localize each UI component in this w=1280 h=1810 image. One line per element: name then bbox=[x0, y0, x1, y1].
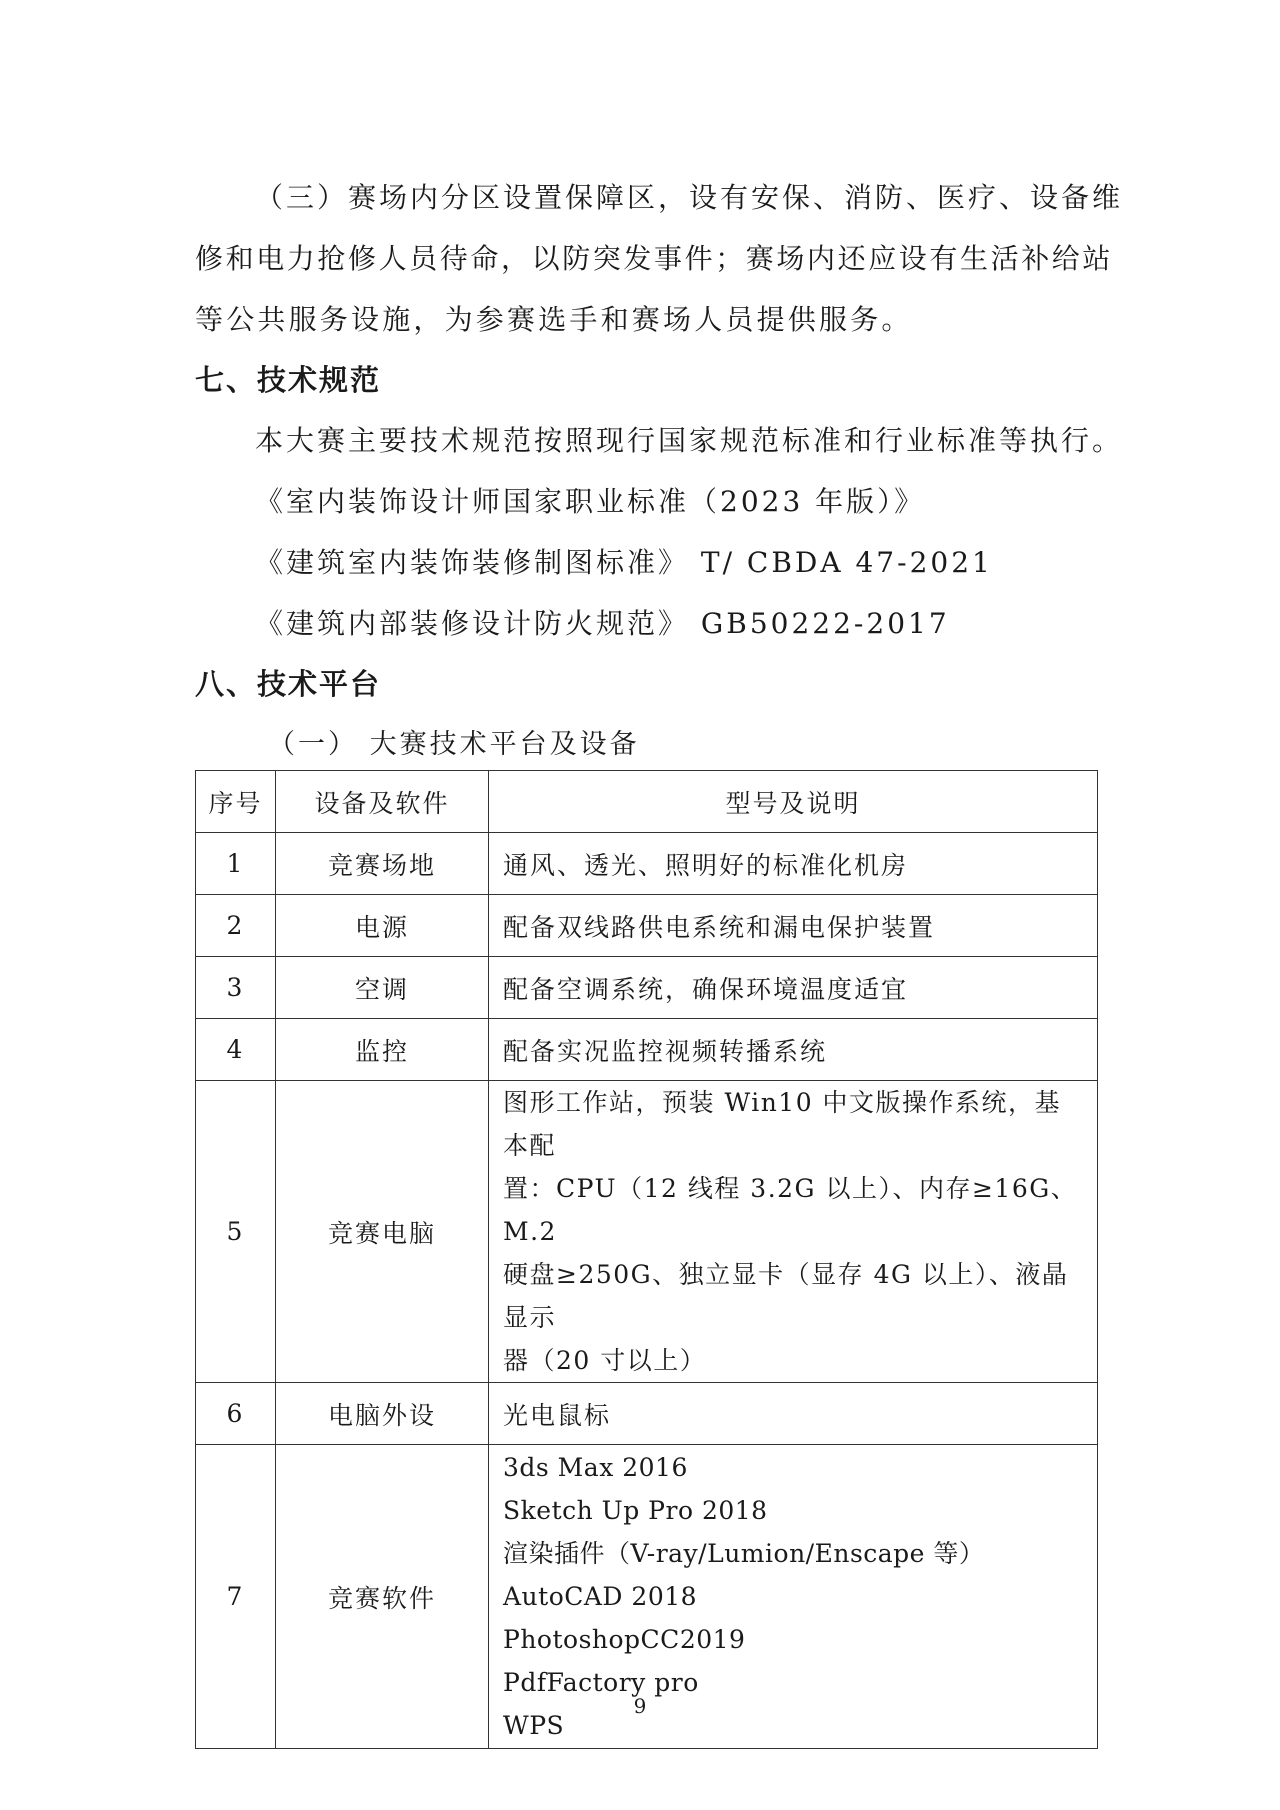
standard-item: 《建筑室内装饰装修制图标准》 T/ CBDA 47-2021 bbox=[255, 546, 993, 579]
standard-item: 《建筑内部装修设计防火规范》 GB50222-2017 bbox=[255, 607, 950, 640]
row-item: 竞赛场地 bbox=[276, 833, 489, 895]
row-description: 配备实况监控视频转播系统 bbox=[489, 1019, 1098, 1081]
heading-technical-platform: 八、技术平台 bbox=[195, 667, 382, 701]
table-header-row bbox=[196, 771, 1098, 833]
header-model-description: 型号及说明 bbox=[489, 771, 1098, 833]
row-number: 6 bbox=[196, 1383, 276, 1445]
row-item: 电源 bbox=[276, 895, 489, 957]
row-item: 竞赛软件 bbox=[276, 1445, 489, 1749]
table-row bbox=[196, 1081, 1098, 1383]
row-number: 4 bbox=[196, 1019, 276, 1081]
row-description: 通风、透光、照明好的标准化机房 bbox=[489, 833, 1098, 895]
row-item: 空调 bbox=[276, 957, 489, 1019]
row-number: 7 bbox=[196, 1445, 276, 1749]
software-item: Sketch Up Pro 2018 bbox=[503, 1496, 768, 1525]
software-item: WPS bbox=[503, 1711, 565, 1740]
table-row bbox=[196, 1019, 1098, 1081]
row-number: 2 bbox=[196, 895, 276, 957]
description-line: 图形工作站，预装 Win10 中文版操作系统，基本配 bbox=[503, 1088, 1062, 1160]
row-description bbox=[489, 1081, 1098, 1383]
table-row bbox=[196, 833, 1098, 895]
header-serial-number: 序号 bbox=[196, 771, 276, 833]
row-number: 3 bbox=[196, 957, 276, 1019]
header-equipment-software: 设备及软件 bbox=[276, 771, 489, 833]
standard-item: 《室内装饰设计师国家职业标准（2023 年版）》 bbox=[255, 485, 926, 518]
tech-specs-intro: 本大赛主要技术规范按照现行国家规范标准和行业标准等执行。 bbox=[255, 424, 1124, 457]
row-description: 光电鼠标 bbox=[489, 1383, 1098, 1445]
row-item: 电脑外设 bbox=[276, 1383, 489, 1445]
software-item: 3ds Max 2016 bbox=[503, 1453, 688, 1482]
row-number: 1 bbox=[196, 833, 276, 895]
software-item: PdfFactory pro bbox=[503, 1668, 699, 1697]
section-three-line-1: （三）赛场内分区设置保障区，设有安保、消防、医疗、设备维 bbox=[255, 181, 1124, 214]
table-row bbox=[196, 957, 1098, 1019]
section-three-line-2: 修和电力抢修人员待命，以防突发事件；赛场内还应设有生活补给站 bbox=[195, 242, 1114, 275]
row-description: 配备双线路供电系统和漏电保护装置 bbox=[489, 895, 1098, 957]
row-number: 5 bbox=[196, 1081, 276, 1383]
equipment-table bbox=[195, 770, 1098, 1749]
software-item: PhotoshopCC2019 bbox=[503, 1625, 746, 1654]
description-line: 硬盘≥250G、独立显卡（显存 4G 以上）、液晶显示 bbox=[503, 1260, 1069, 1332]
software-item: AutoCAD 2018 bbox=[503, 1582, 698, 1611]
row-item: 监控 bbox=[276, 1019, 489, 1081]
subheading-platform-equipment: （一） 大赛技术平台及设备 bbox=[268, 729, 640, 760]
heading-technical-standards: 七、技术规范 bbox=[195, 363, 382, 397]
description-line: 置：CPU（12 线程 3.2G 以上）、内存≥16G、M.2 bbox=[503, 1174, 1078, 1246]
row-description: 配备空调系统，确保环境温度适宜 bbox=[489, 957, 1098, 1019]
table-row bbox=[196, 1383, 1098, 1445]
page-number: 9 bbox=[633, 1694, 647, 1718]
description-line: 器（20 寸以上） bbox=[503, 1346, 707, 1375]
table-row bbox=[196, 895, 1098, 957]
section-three-line-3: 等公共服务设施，为参赛选手和赛场人员提供服务。 bbox=[195, 303, 913, 336]
software-item: 渲染插件（V-ray/Lumion/Enscape 等） bbox=[503, 1539, 985, 1568]
row-item: 竞赛电脑 bbox=[276, 1081, 489, 1383]
